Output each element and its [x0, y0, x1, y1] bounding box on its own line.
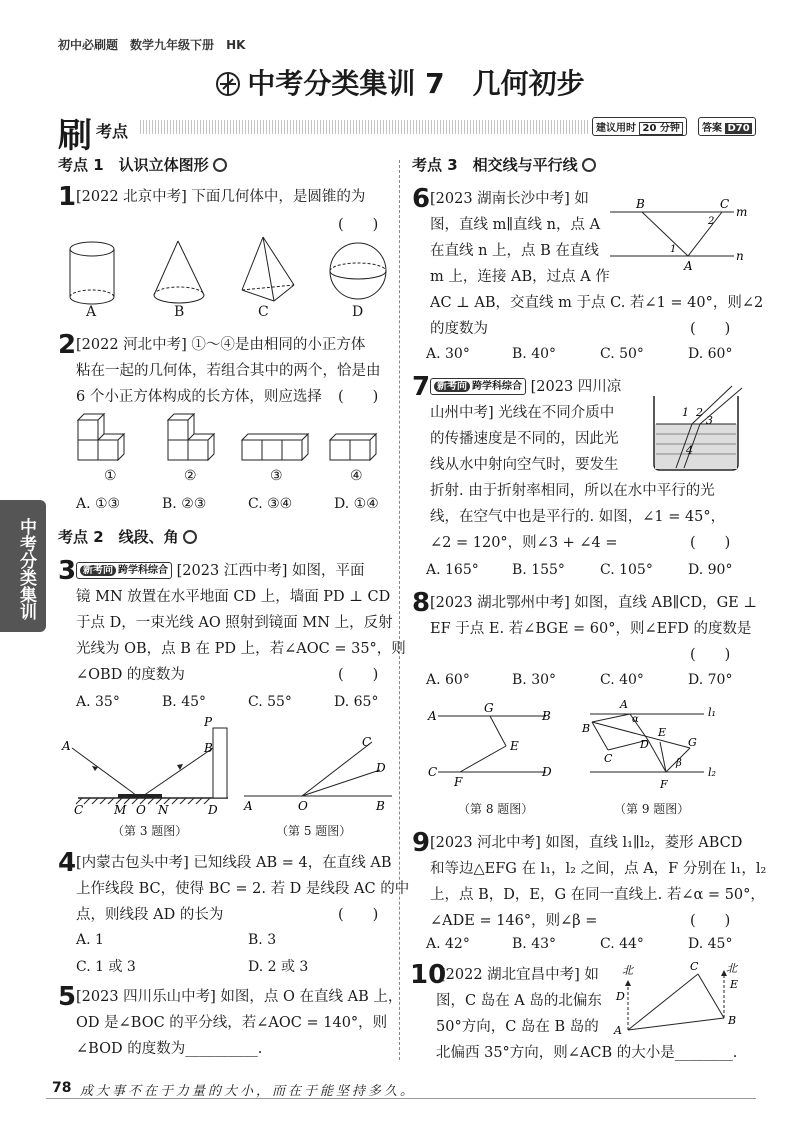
q1-paren: ( )	[338, 217, 379, 233]
q8-figure-caption: （第 8 题图）	[458, 802, 534, 816]
q4-text-3: 点，则线段 AD 的长为	[76, 907, 224, 923]
svg-text:B: B	[582, 722, 591, 735]
q8-choice-c[interactable]: C. 40°	[600, 672, 644, 688]
q3-text-2: 于点 D，一束光线 AO 照射到镜面 MN 上，反射	[76, 615, 393, 631]
q3-q5-figures	[58, 712, 398, 822]
section-3-heading: 考点 3 相交线与平行线	[412, 154, 596, 175]
q9-choice-c[interactable]: C. 44°	[600, 936, 644, 952]
side-tab: 中考分类集训	[0, 500, 46, 632]
svg-text:A: A	[428, 709, 437, 723]
q2-text-1: [2022 河北中考] ①～④是由相同的小正方体	[76, 337, 366, 353]
q5-text-3: ∠BOD 的度数为__________.	[76, 1041, 263, 1057]
q2-text-2: 粘在一起的几何体，若组合其中的两个，恰是由	[76, 363, 381, 379]
q4-number: 4	[58, 848, 77, 878]
q5-text-2: OD 是∠BOC 的平分线，若∠AOC = 140°，则	[76, 1015, 388, 1031]
q2-choice-c[interactable]: C. ③④	[248, 496, 293, 512]
section-2-heading: 考点 2 线段、角	[58, 526, 197, 547]
q8-paren: ( )	[690, 647, 731, 663]
q2-paren: ( )	[338, 389, 379, 405]
footer-motto: 成大事不在于力量的大小，而在于能坚持多久。	[80, 1084, 417, 1099]
q6-text-6: 的度数为	[430, 321, 488, 337]
q3-paren: ( )	[338, 667, 379, 683]
q4-paren: ( )	[338, 907, 379, 923]
svg-text:2: 2	[696, 406, 703, 419]
svg-text:北: 北	[622, 964, 633, 977]
q6-number: 6	[412, 184, 431, 214]
svg-text:N: N	[158, 803, 169, 817]
q8-text-2: EF 于点 E. 若∠BGE = 60°，则∠EFD 的度数是	[430, 621, 752, 637]
svg-text:E: E	[730, 978, 739, 991]
section-1-heading: 考点 1 认识立体图形	[58, 154, 227, 175]
time-box: 建议用时 20 分钟	[592, 117, 687, 136]
q1-solids-figure	[58, 235, 398, 325]
q7-text-3: 的传播速度是不同的，因此光	[430, 431, 619, 447]
svg-text:A: A	[614, 1024, 622, 1037]
running-header: 初中必刷题 数学九年级下册 HK	[58, 38, 246, 52]
q4-choice-d[interactable]: D. 2 或 3	[248, 959, 309, 975]
svg-text:A: A	[244, 799, 253, 813]
svg-text:l₂: l₂	[708, 766, 716, 779]
q1-label-d: D	[352, 304, 364, 320]
q9-figure-caption: （第 9 题图）	[614, 802, 690, 816]
svg-text:1: 1	[682, 406, 689, 419]
q9-number: 9	[412, 828, 431, 858]
svg-text:C: C	[720, 197, 730, 211]
q2-text-3: 6 个小正方体构成的长方体，则应选择	[76, 389, 322, 405]
svg-text:B: B	[204, 741, 213, 755]
q7-choice-b[interactable]: B. 155°	[512, 562, 565, 578]
q2-label-3: ③	[270, 468, 283, 484]
q6-choice-d[interactable]: D. 60°	[688, 346, 733, 362]
svg-text:C: C	[428, 765, 438, 779]
q1-label-c: C	[258, 304, 269, 320]
svg-text:C: C	[690, 960, 699, 973]
q9-text-3: 上，点 B，D，E，G 在同一直线上. 若∠α = 50°，	[430, 887, 765, 903]
q8-choice-d[interactable]: D. 70°	[688, 672, 733, 688]
q6-choice-b[interactable]: B. 40°	[512, 346, 557, 362]
svg-text:P: P	[204, 715, 213, 729]
q3-text-3: 光线为 OB，点 B 在 PD 上，若∠AOC = 35°，则	[76, 641, 406, 657]
check-icon	[183, 530, 197, 544]
q8-choice-b[interactable]: B. 30°	[512, 672, 557, 688]
q9-text-1: [2023 河北中考] 如图，直线 l₁∥l₂，菱形 ABCD	[430, 835, 743, 851]
q10-text-1: [2022 湖北宜昌中考] 如	[440, 967, 599, 983]
q7-number: 7	[412, 372, 431, 402]
svg-text:G: G	[688, 736, 697, 749]
svg-text:E: E	[658, 726, 667, 739]
q10-number: 10	[410, 960, 447, 990]
page-title: 中考分类集训 7 几何初步	[0, 62, 800, 102]
check-icon	[213, 158, 227, 172]
svg-text:B: B	[728, 1014, 737, 1027]
q6-paren: ( )	[690, 321, 731, 337]
svg-text:C: C	[362, 735, 372, 749]
svg-text:2: 2	[708, 216, 715, 227]
svg-text:β: β	[676, 758, 682, 769]
svg-text:4: 4	[686, 444, 693, 457]
q3-text-1: 镜 MN 放置在水平地面 CD 上，墙面 PD ⊥ CD	[76, 589, 391, 605]
q3-text-4: ∠OBD 的度数为	[76, 667, 185, 683]
q4-choice-b[interactable]: B. 3	[248, 932, 277, 948]
q3-line-0: 新考向 跨学科综合 [2023 江西中考] 如图，平面	[76, 558, 365, 584]
q8-number: 8	[412, 588, 431, 618]
q4-text-2: 上作线段 BC，使得 BC = 2. 若 D 是线段 AC 的中	[76, 881, 410, 897]
svg-text:n: n	[736, 249, 744, 263]
q3-choice-b[interactable]: B. 45°	[162, 694, 207, 710]
svg-text:C: C	[74, 803, 84, 817]
q7-choice-d[interactable]: D. 90°	[688, 562, 733, 578]
q7-text-5: 折射. 由于折射率相同，所以在水中平行的光	[430, 483, 715, 499]
q6-choice-a[interactable]: A. 30°	[426, 346, 470, 362]
q5-number: 5	[58, 982, 77, 1012]
svg-text:D: D	[208, 803, 218, 817]
svg-text:D: D	[542, 765, 552, 779]
q7-text-7: ∠2 = 120°，则∠3 + ∠4 =	[430, 535, 618, 551]
q10-text-4: 北偏西 35°方向，则∠ACB 的大小是________.	[436, 1045, 738, 1061]
svg-text:α: α	[632, 714, 639, 725]
svg-text:C: C	[604, 752, 613, 765]
q8-text-1: [2023 湖北鄂州中考] 如图，直线 AB∥CD，GE ⊥	[430, 595, 757, 611]
svg-text:D: D	[616, 990, 625, 1003]
q2-cubes-figure	[72, 412, 392, 467]
svg-text:B: B	[636, 197, 645, 211]
q6-text-3: 在直线 n 上，点 B 在直线	[430, 243, 599, 259]
q6-figure	[604, 194, 754, 274]
q8-q9-figures	[420, 696, 756, 796]
q5-figure-caption: （第 5 题图）	[276, 824, 352, 838]
q6-text-4: m 上，连接 AB，过点 A 作	[430, 269, 610, 285]
q7-badge: 新考向 跨学科综合	[430, 378, 526, 395]
q2-label-1: ①	[104, 468, 117, 484]
kaodian-label: 考点	[96, 122, 129, 141]
q4-choice-a[interactable]: A. 1	[76, 932, 104, 948]
q3-badge: 新考向 跨学科综合	[76, 562, 172, 579]
q4-text-1: [内蒙古包头中考] 已知线段 AB = 4，在直线 AB	[76, 855, 392, 871]
q1-text: [2022 北京中考] 下面几何体中，是圆锥的为	[76, 189, 366, 205]
check-icon	[582, 158, 596, 172]
q8-choice-a[interactable]: A. 60°	[426, 672, 470, 688]
q9-text-2: 和等边△EFG 在 l₁，l₂ 之间，点 A，F 分别在 l₁，l₂	[430, 861, 767, 877]
svg-text:D: D	[640, 738, 649, 751]
q7-beaker-figure	[648, 384, 748, 474]
shua-mark: 刷	[58, 116, 92, 156]
q9-choice-d[interactable]: D. 45°	[688, 936, 733, 952]
svg-text:D: D	[376, 761, 386, 775]
q9-choice-a[interactable]: A. 42°	[426, 936, 470, 952]
svg-text:1: 1	[670, 244, 677, 255]
q6-text-5: AC ⊥ AB，交直线 m 于点 C. 若∠1 = 40°，则∠2	[430, 295, 764, 311]
q2-label-2: ②	[184, 468, 197, 484]
q7-text-6: 线，在空气中也是平行的. 如图，∠1 = 45°，	[430, 509, 726, 525]
q7-choice-a[interactable]: A. 165°	[426, 562, 479, 578]
q6-text-1: [2023 湖南长沙中考] 如	[430, 191, 589, 207]
svg-text:G: G	[484, 701, 494, 715]
q4-choice-c[interactable]: C. 1 或 3	[76, 959, 136, 975]
svg-text:B: B	[542, 709, 551, 723]
q10-islands-figure	[606, 960, 756, 1040]
q3-choice-c[interactable]: C. 55°	[248, 694, 292, 710]
q3-figure-caption: （第 3 题图）	[112, 824, 188, 838]
q2-number: 2	[58, 330, 77, 360]
q9-text-4: ∠ADE = 146°，则∠β =	[430, 913, 598, 929]
svg-text:3: 3	[706, 414, 713, 427]
q1-number: 1	[58, 182, 77, 212]
answer-box: 答案 D70	[698, 117, 756, 136]
q7-text-2: 山州中考] 光线在不同介质中	[430, 405, 615, 421]
q2-label-4: ④	[350, 468, 363, 484]
q7-choice-c[interactable]: C. 105°	[600, 562, 653, 578]
footer-line	[46, 1098, 756, 1099]
q3-number: 3	[58, 556, 77, 586]
q7-paren: ( )	[690, 535, 731, 551]
q2-choice-a[interactable]: A. ①③	[76, 496, 121, 512]
q5-text-1: [2023 四川乐山中考] 如图，点 O 在直线 AB 上，	[76, 989, 403, 1005]
svg-text:F: F	[454, 775, 463, 789]
q7-text-4: 线从水中射向空气时，要发生	[430, 457, 619, 473]
q9-choice-b[interactable]: B. 43°	[512, 936, 557, 952]
q10-text-2: 图，C 岛在 A 岛的北偏东	[436, 993, 602, 1009]
compass-logo-icon	[215, 71, 241, 97]
svg-text:A: A	[620, 698, 628, 711]
q9-paren: ( )	[690, 913, 731, 929]
svg-text:M: M	[114, 803, 127, 817]
q6-choice-c[interactable]: C. 50°	[600, 346, 644, 362]
q6-text-2: 图，直线 m∥直线 n，点 A	[430, 217, 601, 233]
svg-text:O: O	[136, 803, 146, 817]
page-number: 78	[52, 1080, 72, 1096]
q1-label-a: A	[86, 304, 97, 320]
q2-choice-d[interactable]: D. ①④	[334, 496, 379, 512]
svg-text:E: E	[510, 739, 519, 753]
column-divider	[399, 160, 400, 1060]
dotted-band	[140, 120, 590, 134]
q3-choice-a[interactable]: A. 35°	[76, 694, 120, 710]
q7-line-1: 新考向 跨学科综合 [2023 四川凉	[430, 374, 621, 400]
svg-text:A: A	[684, 259, 693, 273]
svg-text:O: O	[298, 799, 308, 813]
q2-choice-b[interactable]: B. ②③	[162, 496, 207, 512]
svg-text:m: m	[736, 205, 748, 219]
svg-text:北: 北	[726, 962, 737, 975]
q3-choice-d[interactable]: D. 65°	[334, 694, 379, 710]
q10-text-3: 50°方向，C 岛在 B 岛的	[436, 1019, 599, 1035]
svg-text:F: F	[660, 778, 668, 791]
svg-text:B: B	[376, 799, 385, 813]
svg-text:l₁: l₁	[708, 706, 716, 719]
q1-label-b: B	[174, 304, 185, 320]
svg-text:A: A	[62, 739, 71, 753]
